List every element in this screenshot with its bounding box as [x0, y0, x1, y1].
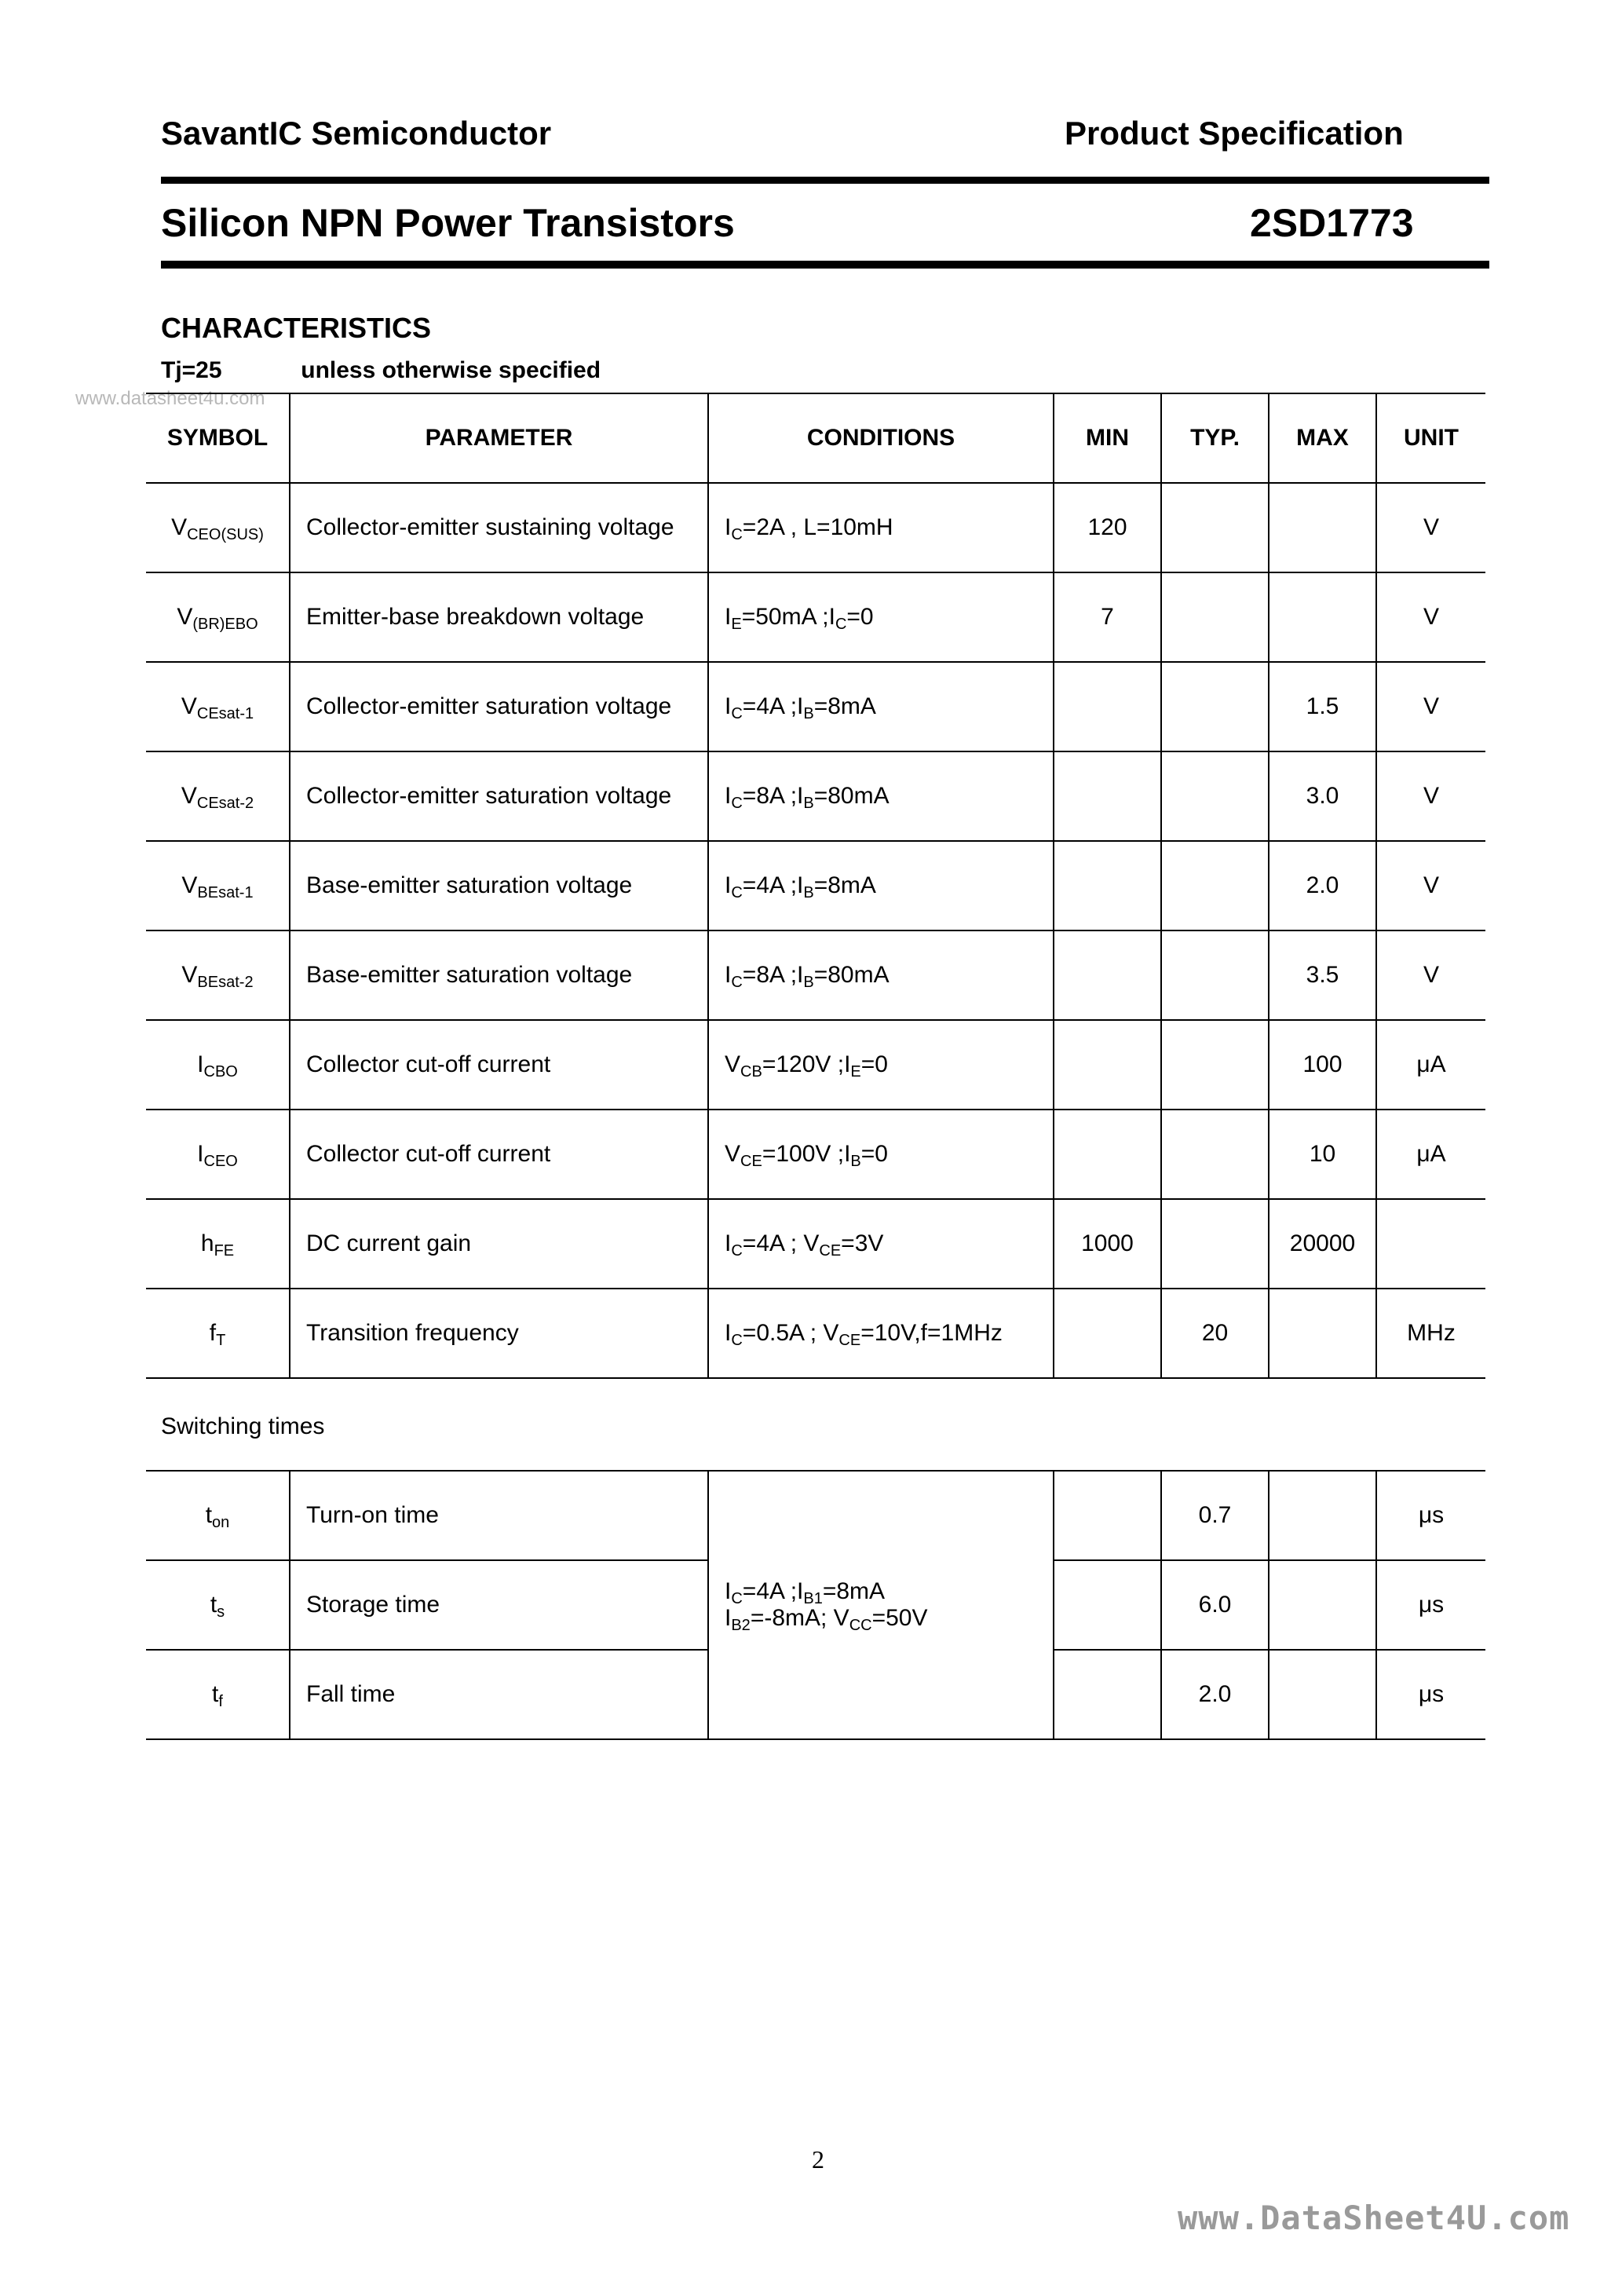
- parameter-cell: Storage time: [290, 1560, 708, 1650]
- symbol-cell: [146, 1199, 290, 1289]
- unit-cell: MHz: [1376, 1289, 1485, 1378]
- min-cell: [1054, 930, 1161, 1020]
- table-row: [146, 841, 1485, 930]
- parameter-cell: Transition frequency: [290, 1289, 708, 1378]
- part-number: 2SD1773: [1250, 201, 1414, 245]
- symbol-subscript: s: [217, 1603, 225, 1621]
- condition-text: I: [725, 1230, 732, 1256]
- symbol-main: V: [181, 962, 198, 988]
- condition-subscript: C: [731, 795, 743, 812]
- condition-subscript: B: [803, 974, 814, 991]
- conditions-cell: [708, 1110, 1054, 1199]
- switching-condition-line-1: [725, 1578, 1053, 1605]
- min-cell: 1000: [1054, 1199, 1161, 1289]
- unit-cell: μs: [1376, 1560, 1485, 1650]
- condition-subscript: C: [731, 705, 743, 722]
- unit-cell: μs: [1376, 1650, 1485, 1739]
- symbol-cell: [146, 1650, 290, 1739]
- typ-cell: 6.0: [1161, 1560, 1269, 1650]
- max-cell: 3.5: [1269, 930, 1376, 1020]
- condition-text: =100V ;I: [762, 1141, 851, 1167]
- document-type: Product Specification: [1065, 115, 1404, 152]
- condition-text: =10V,f=1MHz: [860, 1320, 1003, 1346]
- parameter-cell: Collector cut-off current: [290, 1110, 708, 1199]
- unit-cell: V: [1376, 572, 1485, 662]
- condition-text: I: [725, 783, 732, 809]
- symbol-main: I: [197, 1051, 204, 1077]
- symbol-main: t: [212, 1681, 219, 1707]
- conditions-cell: [708, 930, 1054, 1020]
- typ-cell: [1161, 841, 1269, 930]
- condition-text: =8mA: [822, 1578, 886, 1604]
- symbol-cell: [146, 841, 290, 930]
- switching-row: [146, 1471, 1485, 1560]
- parameter-cell: Collector-emitter sustaining voltage: [290, 483, 708, 572]
- symbol-main: t: [210, 1592, 217, 1618]
- condition-subscript: B: [850, 1153, 861, 1170]
- symbol-cell: [146, 1471, 290, 1560]
- unit-cell: μs: [1376, 1471, 1485, 1560]
- parameter-cell: Base-emitter saturation voltage: [290, 930, 708, 1020]
- condition-subscript: B: [803, 705, 814, 722]
- unit-cell: V: [1376, 662, 1485, 751]
- typ-cell: [1161, 930, 1269, 1020]
- min-cell: [1054, 1289, 1161, 1378]
- characteristics-table: [146, 393, 1485, 1379]
- typ-cell: [1161, 1020, 1269, 1110]
- symbol-cell: [146, 930, 290, 1020]
- condition-subscript: C: [835, 616, 847, 633]
- typ-cell: [1161, 483, 1269, 572]
- condition-text: I: [725, 604, 732, 630]
- table-row: [146, 662, 1485, 751]
- typ-cell: 2.0: [1161, 1650, 1269, 1739]
- max-cell: [1269, 1471, 1376, 1560]
- symbol-subscript: BEsat-2: [197, 974, 254, 991]
- table-row: [146, 1289, 1485, 1378]
- symbol-main: I: [197, 1141, 204, 1167]
- parameter-cell: Collector-emitter saturation voltage: [290, 662, 708, 751]
- condition-subscript: E: [850, 1063, 861, 1080]
- typ-cell: [1161, 751, 1269, 841]
- condition-subscript: C: [731, 1242, 743, 1260]
- condition-text: =0.5A ; V: [742, 1320, 839, 1346]
- unit-cell: V: [1376, 751, 1485, 841]
- col-header-unit: UNIT: [1376, 393, 1485, 483]
- condition-subscript: CE: [819, 1242, 842, 1260]
- company-name: SavantIC Semiconductor: [161, 115, 552, 152]
- symbol-cell: [146, 751, 290, 841]
- symbol-cell: [146, 1560, 290, 1650]
- symbol-main: h: [200, 1230, 214, 1256]
- page-number: 2: [812, 2145, 824, 2174]
- condition-text: V: [725, 1051, 741, 1077]
- condition-note: unless otherwise specified: [301, 357, 601, 383]
- parameter-cell: Base-emitter saturation voltage: [290, 841, 708, 930]
- condition-subscript: CE: [838, 1332, 861, 1349]
- condition-subscript: C: [731, 974, 743, 991]
- col-header-conditions: CONDITIONS: [708, 393, 1054, 483]
- symbol-main: t: [205, 1502, 213, 1528]
- condition-text: I: [725, 962, 732, 988]
- test-condition-line: [161, 357, 601, 384]
- min-cell: 7: [1054, 572, 1161, 662]
- condition-subscript: C: [731, 1590, 743, 1607]
- typ-cell: 20: [1161, 1289, 1269, 1378]
- unit-cell: μA: [1376, 1020, 1485, 1110]
- col-header-typ: TYP.: [1161, 393, 1269, 483]
- col-header-max: MAX: [1269, 393, 1376, 483]
- condition-subscript: B: [803, 795, 814, 812]
- condition-subscript: B: [803, 884, 814, 901]
- symbol-subscript: T: [216, 1332, 226, 1349]
- condition-text: =80mA: [813, 962, 890, 988]
- condition-text: =50mA ;I: [741, 604, 835, 630]
- symbol-subscript: CEO: [203, 1153, 238, 1170]
- header-top-rule: [161, 177, 1489, 184]
- max-cell: 2.0: [1269, 841, 1376, 930]
- min-cell: 120: [1054, 483, 1161, 572]
- condition-subscript: C: [731, 1332, 743, 1349]
- condition-text: =4A ;I: [742, 1578, 804, 1604]
- header-bottom-rule: [161, 261, 1489, 269]
- max-cell: [1269, 572, 1376, 662]
- symbol-cell: [146, 1110, 290, 1199]
- min-cell: [1054, 751, 1161, 841]
- condition-text: =50V: [871, 1605, 928, 1631]
- symbol-main: V: [171, 514, 188, 540]
- unit-cell: μA: [1376, 1110, 1485, 1199]
- symbol-main: V: [181, 783, 197, 809]
- col-header-parameter: PARAMETER: [290, 393, 708, 483]
- min-cell: [1054, 1560, 1161, 1650]
- unit-cell: V: [1376, 483, 1485, 572]
- watermark-top: www.datasheet4u.com: [75, 388, 265, 409]
- max-cell: 10: [1269, 1110, 1376, 1199]
- condition-text: I: [725, 514, 732, 540]
- max-cell: 100: [1269, 1020, 1376, 1110]
- condition-subscript: CE: [740, 1153, 762, 1170]
- condition-text: I: [725, 872, 732, 898]
- typ-cell: [1161, 572, 1269, 662]
- symbol-main: V: [177, 604, 193, 630]
- condition-subscript: B2: [731, 1617, 751, 1634]
- condition-text: =0: [846, 604, 874, 630]
- table-row: [146, 1110, 1485, 1199]
- parameter-cell: Emitter-base breakdown voltage: [290, 572, 708, 662]
- condition-text: =4A ;I: [742, 693, 804, 719]
- condition-text: =4A ;I: [742, 872, 804, 898]
- parameter-cell: Turn-on time: [290, 1471, 708, 1560]
- conditions-cell: [708, 1289, 1054, 1378]
- min-cell: [1054, 1471, 1161, 1560]
- condition-text: =2A , L=10mH: [742, 514, 893, 540]
- symbol-subscript: FE: [214, 1242, 235, 1260]
- condition-text: =0: [860, 1051, 888, 1077]
- table-row: [146, 1199, 1485, 1289]
- parameter-cell: DC current gain: [290, 1199, 708, 1289]
- parameter-cell: Collector cut-off current: [290, 1020, 708, 1110]
- max-cell: [1269, 1650, 1376, 1739]
- symbol-cell: [146, 1289, 290, 1378]
- condition-subscript: E: [731, 616, 742, 633]
- max-cell: 3.0: [1269, 751, 1376, 841]
- unit-cell: V: [1376, 930, 1485, 1020]
- condition-text: =80mA: [813, 783, 890, 809]
- conditions-cell: [708, 751, 1054, 841]
- section-title: CHARACTERISTICS: [161, 312, 432, 344]
- col-header-symbol: SYMBOL: [146, 393, 290, 483]
- condition-text: I: [725, 1605, 732, 1631]
- conditions-cell: [708, 1020, 1054, 1110]
- typ-cell: [1161, 662, 1269, 751]
- max-cell: 1.5: [1269, 662, 1376, 751]
- col-header-min: MIN: [1054, 393, 1161, 483]
- condition-subscript: B1: [803, 1590, 823, 1607]
- symbol-main: V: [181, 693, 197, 719]
- conditions-cell: [708, 572, 1054, 662]
- symbol-cell: [146, 483, 290, 572]
- condition-text: =8mA: [813, 693, 876, 719]
- max-cell: [1269, 1289, 1376, 1378]
- condition-subscript: C: [731, 884, 743, 901]
- max-cell: 20000: [1269, 1199, 1376, 1289]
- conditions-cell: [708, 662, 1054, 751]
- condition-text: =0: [860, 1141, 888, 1167]
- symbol-subscript: BEsat-1: [197, 884, 254, 901]
- min-cell: [1054, 1020, 1161, 1110]
- junction-temperature: Tj=25: [161, 357, 222, 383]
- product-family-title: Silicon NPN Power Transistors: [161, 201, 735, 245]
- watermark-bottom: www.DataSheet4U.com: [1178, 2199, 1570, 2237]
- condition-text: =120V ;I: [762, 1051, 851, 1077]
- symbol-subscript: CBO: [203, 1063, 238, 1080]
- min-cell: [1054, 662, 1161, 751]
- switching-condition-line-2: [725, 1605, 1053, 1632]
- parameter-cell: Collector-emitter saturation voltage: [290, 751, 708, 841]
- condition-text: =3V: [841, 1230, 884, 1256]
- symbol-main: f: [209, 1320, 217, 1346]
- symbol-cell: [146, 1020, 290, 1110]
- unit-cell: [1376, 1199, 1485, 1289]
- typ-cell: [1161, 1199, 1269, 1289]
- condition-subscript: CC: [849, 1617, 872, 1634]
- switching-times-table: [146, 1470, 1485, 1740]
- typ-cell: 0.7: [1161, 1471, 1269, 1560]
- unit-cell: V: [1376, 841, 1485, 930]
- parameter-cell: Fall time: [290, 1650, 708, 1739]
- condition-text: V: [725, 1141, 741, 1167]
- table-row: [146, 572, 1485, 662]
- condition-text: I: [725, 1578, 732, 1604]
- condition-text: =8mA: [813, 872, 876, 898]
- symbol-subscript: (BR)EBO: [192, 616, 258, 633]
- condition-text: I: [725, 693, 732, 719]
- symbol-subscript: CEO(SUS): [187, 526, 264, 543]
- condition-text: =8A ;I: [742, 783, 804, 809]
- table-header-row: [146, 393, 1485, 483]
- symbol-subscript: f: [218, 1693, 223, 1710]
- switching-times-label: Switching times: [161, 1413, 325, 1439]
- conditions-cell: [708, 841, 1054, 930]
- conditions-cell: [708, 483, 1054, 572]
- switching-conditions-cell: [708, 1471, 1054, 1739]
- symbol-subscript: CEsat-1: [196, 705, 254, 722]
- condition-text: =-8mA; V: [750, 1605, 849, 1631]
- condition-subscript: CB: [740, 1063, 762, 1080]
- condition-text: =8A ;I: [742, 962, 804, 988]
- condition-subscript: C: [731, 526, 743, 543]
- symbol-cell: [146, 662, 290, 751]
- table-row: [146, 751, 1485, 841]
- symbol-main: V: [181, 872, 198, 898]
- symbol-subscript: on: [212, 1514, 230, 1531]
- min-cell: [1054, 841, 1161, 930]
- typ-cell: [1161, 1110, 1269, 1199]
- table-row: [146, 930, 1485, 1020]
- symbol-subscript: CEsat-2: [196, 795, 254, 812]
- table-row: [146, 483, 1485, 572]
- conditions-cell: [708, 1199, 1054, 1289]
- table-row: [146, 1020, 1485, 1110]
- condition-text: I: [725, 1320, 732, 1346]
- condition-text: =4A ; V: [742, 1230, 820, 1256]
- max-cell: [1269, 1560, 1376, 1650]
- max-cell: [1269, 483, 1376, 572]
- min-cell: [1054, 1650, 1161, 1739]
- symbol-cell: [146, 572, 290, 662]
- min-cell: [1054, 1110, 1161, 1199]
